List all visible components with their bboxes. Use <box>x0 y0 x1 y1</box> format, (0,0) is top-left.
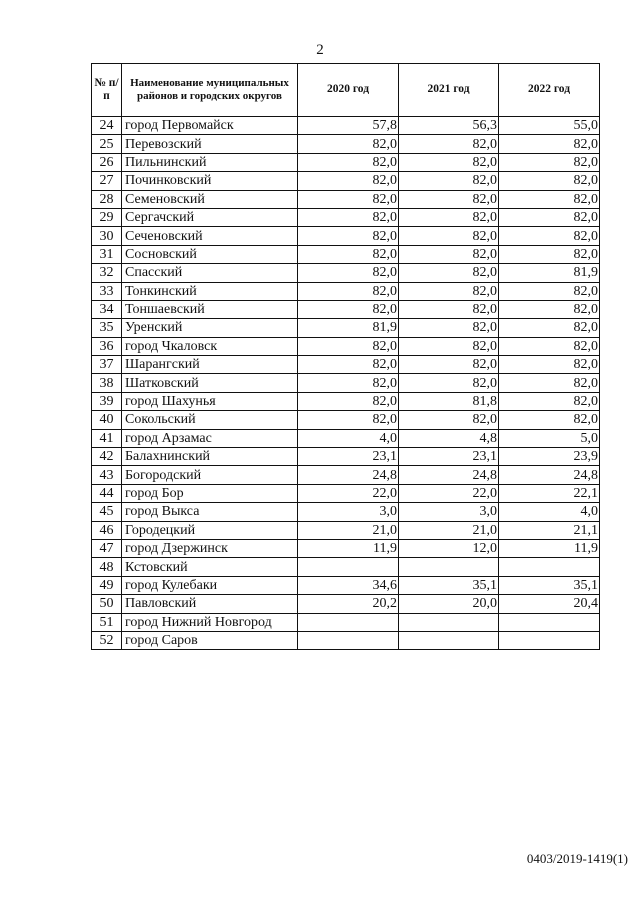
cell-name: город Первомайск <box>122 117 298 135</box>
cell-name: Шарангский <box>122 356 298 374</box>
cell-2022 <box>499 558 600 576</box>
table-row <box>92 282 600 300</box>
table-row <box>92 117 600 135</box>
cell-name: Тонкинский <box>122 282 298 300</box>
cell-2021: 82,0 <box>399 356 499 374</box>
cell-2021: 23,1 <box>399 448 499 466</box>
cell-2021: 82,0 <box>399 374 499 392</box>
cell-2021: 21,0 <box>399 521 499 539</box>
cell-2021: 20,0 <box>399 595 499 613</box>
cell-num: 45 <box>92 503 122 521</box>
cell-2022: 82,0 <box>499 411 600 429</box>
cell-num: 32 <box>92 264 122 282</box>
cell-num: 36 <box>92 337 122 355</box>
table-row <box>92 374 600 392</box>
cell-2020: 82,0 <box>298 208 399 226</box>
table-body <box>92 117 600 650</box>
table-row <box>92 521 600 539</box>
table-row <box>92 484 600 502</box>
table-row <box>92 264 600 282</box>
cell-name: город Выкса <box>122 503 298 521</box>
cell-num: 49 <box>92 576 122 594</box>
cell-2022: 4,0 <box>499 503 600 521</box>
cell-2021: 4,8 <box>399 429 499 447</box>
cell-name: город Кулебаки <box>122 576 298 594</box>
cell-num: 42 <box>92 448 122 466</box>
cell-num: 47 <box>92 539 122 557</box>
cell-2022: 5,0 <box>499 429 600 447</box>
cell-num: 52 <box>92 631 122 649</box>
cell-name: город Бор <box>122 484 298 502</box>
cell-num: 28 <box>92 190 122 208</box>
cell-2021: 22,0 <box>399 484 499 502</box>
cell-2021: 56,3 <box>399 117 499 135</box>
table-row <box>92 337 600 355</box>
cell-name: город Чкаловск <box>122 337 298 355</box>
cell-name: Спасский <box>122 264 298 282</box>
cell-num: 41 <box>92 429 122 447</box>
cell-2022: 82,0 <box>499 135 600 153</box>
cell-2022: 11,9 <box>499 539 600 557</box>
table-row <box>92 631 600 649</box>
cell-num: 50 <box>92 595 122 613</box>
cell-2022: 81,9 <box>499 264 600 282</box>
table-row <box>92 595 600 613</box>
table-row <box>92 153 600 171</box>
table-row <box>92 208 600 226</box>
cell-name: Пильнинский <box>122 153 298 171</box>
cell-2022: 21,1 <box>499 521 600 539</box>
cell-name: город Саров <box>122 631 298 649</box>
cell-num: 44 <box>92 484 122 502</box>
cell-2022: 82,0 <box>499 300 600 318</box>
cell-2022: 82,0 <box>499 190 600 208</box>
cell-name: Балахнинский <box>122 448 298 466</box>
cell-2022: 82,0 <box>499 319 600 337</box>
cell-2020: 11,9 <box>298 539 399 557</box>
data-table <box>91 63 600 650</box>
cell-num: 30 <box>92 227 122 245</box>
cell-num: 26 <box>92 153 122 171</box>
cell-2022 <box>499 631 600 649</box>
cell-num: 27 <box>92 172 122 190</box>
cell-2020: 82,0 <box>298 227 399 245</box>
table-row <box>92 319 600 337</box>
cell-num: 24 <box>92 117 122 135</box>
cell-2022: 82,0 <box>499 172 600 190</box>
document-code: 0403/2019-1419(1) <box>526 851 628 866</box>
cell-num: 48 <box>92 558 122 576</box>
table-row <box>92 429 600 447</box>
header-2021: 2021 год <box>399 64 499 117</box>
cell-2021: 82,0 <box>399 245 499 263</box>
cell-2021: 82,0 <box>399 172 499 190</box>
cell-2021: 35,1 <box>399 576 499 594</box>
cell-2020: 82,0 <box>298 392 399 410</box>
table-row <box>92 356 600 374</box>
cell-name: Перевозский <box>122 135 298 153</box>
cell-2022: 82,0 <box>499 208 600 226</box>
cell-name: город Нижний Новгород <box>122 613 298 631</box>
cell-2020: 82,0 <box>298 264 399 282</box>
cell-name: Сосновский <box>122 245 298 263</box>
table-row <box>92 448 600 466</box>
cell-name: город Шахунья <box>122 392 298 410</box>
cell-name: Починковский <box>122 172 298 190</box>
cell-num: 34 <box>92 300 122 318</box>
cell-2022: 82,0 <box>499 392 600 410</box>
cell-2021: 82,0 <box>399 300 499 318</box>
cell-2021: 82,0 <box>399 264 499 282</box>
cell-num: 40 <box>92 411 122 429</box>
table-row <box>92 466 600 484</box>
cell-2021: 82,0 <box>399 135 499 153</box>
cell-2021 <box>399 558 499 576</box>
cell-2021: 82,0 <box>399 282 499 300</box>
cell-2020: 20,2 <box>298 595 399 613</box>
cell-num: 37 <box>92 356 122 374</box>
cell-2020: 24,8 <box>298 466 399 484</box>
cell-name: Сокольский <box>122 411 298 429</box>
cell-name: Тоншаевский <box>122 300 298 318</box>
cell-2022: 82,0 <box>499 245 600 263</box>
cell-2022: 82,0 <box>499 227 600 245</box>
cell-2022: 55,0 <box>499 117 600 135</box>
page-number: 2 <box>316 42 324 58</box>
cell-2020: 82,0 <box>298 374 399 392</box>
table-row <box>92 135 600 153</box>
cell-2020: 4,0 <box>298 429 399 447</box>
cell-name: Павловский <box>122 595 298 613</box>
cell-2020: 82,0 <box>298 337 399 355</box>
cell-2020 <box>298 613 399 631</box>
cell-num: 39 <box>92 392 122 410</box>
cell-2021: 81,8 <box>399 392 499 410</box>
header-num: № п/п <box>92 64 122 117</box>
cell-2020: 82,0 <box>298 153 399 171</box>
cell-2021 <box>399 613 499 631</box>
header-2020: 2020 год <box>298 64 399 117</box>
cell-name: Шатковский <box>122 374 298 392</box>
cell-2020: 81,9 <box>298 319 399 337</box>
cell-name: Сергачский <box>122 208 298 226</box>
cell-2022: 82,0 <box>499 356 600 374</box>
cell-num: 29 <box>92 208 122 226</box>
cell-2022: 23,9 <box>499 448 600 466</box>
cell-2021: 82,0 <box>399 227 499 245</box>
cell-2022: 35,1 <box>499 576 600 594</box>
cell-2020: 34,6 <box>298 576 399 594</box>
cell-2020: 57,8 <box>298 117 399 135</box>
cell-2020 <box>298 558 399 576</box>
cell-2020: 3,0 <box>298 503 399 521</box>
cell-2020: 82,0 <box>298 282 399 300</box>
cell-2020: 82,0 <box>298 300 399 318</box>
cell-name: Богородский <box>122 466 298 484</box>
table-row <box>92 300 600 318</box>
cell-2021: 82,0 <box>399 319 499 337</box>
cell-2020: 82,0 <box>298 172 399 190</box>
cell-num: 25 <box>92 135 122 153</box>
cell-num: 35 <box>92 319 122 337</box>
cell-2021: 82,0 <box>399 411 499 429</box>
cell-num: 38 <box>92 374 122 392</box>
cell-name: Семеновский <box>122 190 298 208</box>
table-row <box>92 190 600 208</box>
cell-name: город Арзамас <box>122 429 298 447</box>
cell-2020: 22,0 <box>298 484 399 502</box>
cell-2020: 21,0 <box>298 521 399 539</box>
cell-2022: 20,4 <box>499 595 600 613</box>
cell-name: город Дзержинск <box>122 539 298 557</box>
cell-2021: 82,0 <box>399 153 499 171</box>
table-row <box>92 576 600 594</box>
table-header <box>92 64 600 117</box>
cell-2021: 24,8 <box>399 466 499 484</box>
table-row <box>92 503 600 521</box>
cell-2022: 82,0 <box>499 153 600 171</box>
cell-2021: 3,0 <box>399 503 499 521</box>
table-row <box>92 227 600 245</box>
header-name: Наименование муниципальных районов и городских округов <box>122 64 298 117</box>
cell-2022: 82,0 <box>499 374 600 392</box>
cell-2021: 82,0 <box>399 190 499 208</box>
cell-2022: 24,8 <box>499 466 600 484</box>
table-row <box>92 613 600 631</box>
cell-2021: 82,0 <box>399 337 499 355</box>
cell-2020 <box>298 631 399 649</box>
table-row <box>92 558 600 576</box>
cell-2020: 82,0 <box>298 411 399 429</box>
cell-2021 <box>399 631 499 649</box>
table-row <box>92 392 600 410</box>
table-row <box>92 172 600 190</box>
cell-2021: 82,0 <box>399 208 499 226</box>
cell-2022 <box>499 613 600 631</box>
table-row <box>92 245 600 263</box>
cell-num: 46 <box>92 521 122 539</box>
table-row <box>92 539 600 557</box>
cell-2022: 22,1 <box>499 484 600 502</box>
cell-2022: 82,0 <box>499 282 600 300</box>
header-row <box>92 64 600 117</box>
cell-num: 43 <box>92 466 122 484</box>
cell-2020: 82,0 <box>298 135 399 153</box>
cell-name: Сеченовский <box>122 227 298 245</box>
cell-name: Городецкий <box>122 521 298 539</box>
cell-num: 51 <box>92 613 122 631</box>
cell-2020: 23,1 <box>298 448 399 466</box>
table-row <box>92 411 600 429</box>
cell-2022: 82,0 <box>499 337 600 355</box>
cell-name: Уренский <box>122 319 298 337</box>
cell-2020: 82,0 <box>298 190 399 208</box>
cell-2020: 82,0 <box>298 245 399 263</box>
cell-num: 33 <box>92 282 122 300</box>
cell-2020: 82,0 <box>298 356 399 374</box>
cell-name: Кстовский <box>122 558 298 576</box>
cell-num: 31 <box>92 245 122 263</box>
header-2022: 2022 год <box>499 64 600 117</box>
cell-2021: 12,0 <box>399 539 499 557</box>
